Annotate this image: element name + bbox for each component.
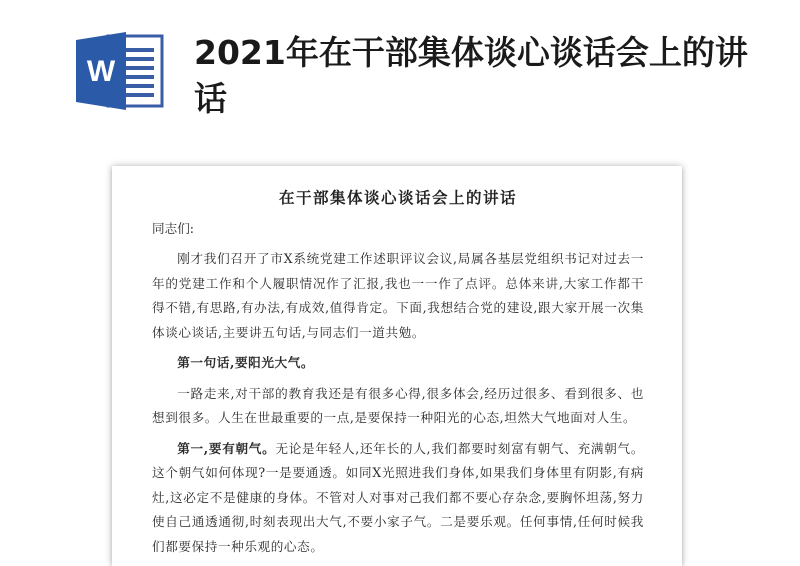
point-lead: 第一,要有朝气。 xyxy=(177,440,276,456)
point-text: 无论是年轻人,还年长的人,我们都要时刻富有朝气、充满朝气。这个朝气如何体现?一是要通透。如同X光照进我们身体,如果我们身体里有阴影,有病灶,这必定不是健康的身体。不管对人对事对己我们都不要心存杂念,要胸怀坦荡,努力使自己通透通彻,时刻表现出大气,不要小家子气。二是要乐观。任何事情,任何时候我们都要保持一种乐观的心态。 xyxy=(152,440,645,554)
document-preview xyxy=(112,166,682,566)
page-title: 2021年在干部集体谈心谈话会上的讲话 xyxy=(194,33,748,118)
document-body xyxy=(112,166,682,559)
paragraph-first-point xyxy=(152,437,644,560)
document-title: 在干部集体谈心谈话会上的讲话 xyxy=(278,188,517,207)
word-icon-letter: W xyxy=(86,55,116,88)
salutation: 同志们: xyxy=(152,220,195,236)
page-header xyxy=(0,0,800,150)
word-icon xyxy=(74,30,166,112)
paragraph-intro: 刚才我们召开了市X系统党建工作述职评议会议,局属各基层党组织书记对过去一年的党建工作和个人履职情况作了汇报,我也一一作了点评。总体来讲,大家工作都干得不错,有思路,有办法,有成效,值得肯定。下面,我想结合党的建设,跟大家开展一次集体谈心谈话,主要讲五句话,与同志们一道共勉。 xyxy=(152,251,644,340)
paragraph-body: 一路走来,对干部的教育我还是有很多心得,很多体会,经历过很多、看到很多、也想到很多。人生在世最重要的一点,是要保持一种阳光的心态,坦然大气地面对人生。 xyxy=(152,385,644,425)
section-heading: 第一句话,要阳光大气。 xyxy=(177,355,315,370)
